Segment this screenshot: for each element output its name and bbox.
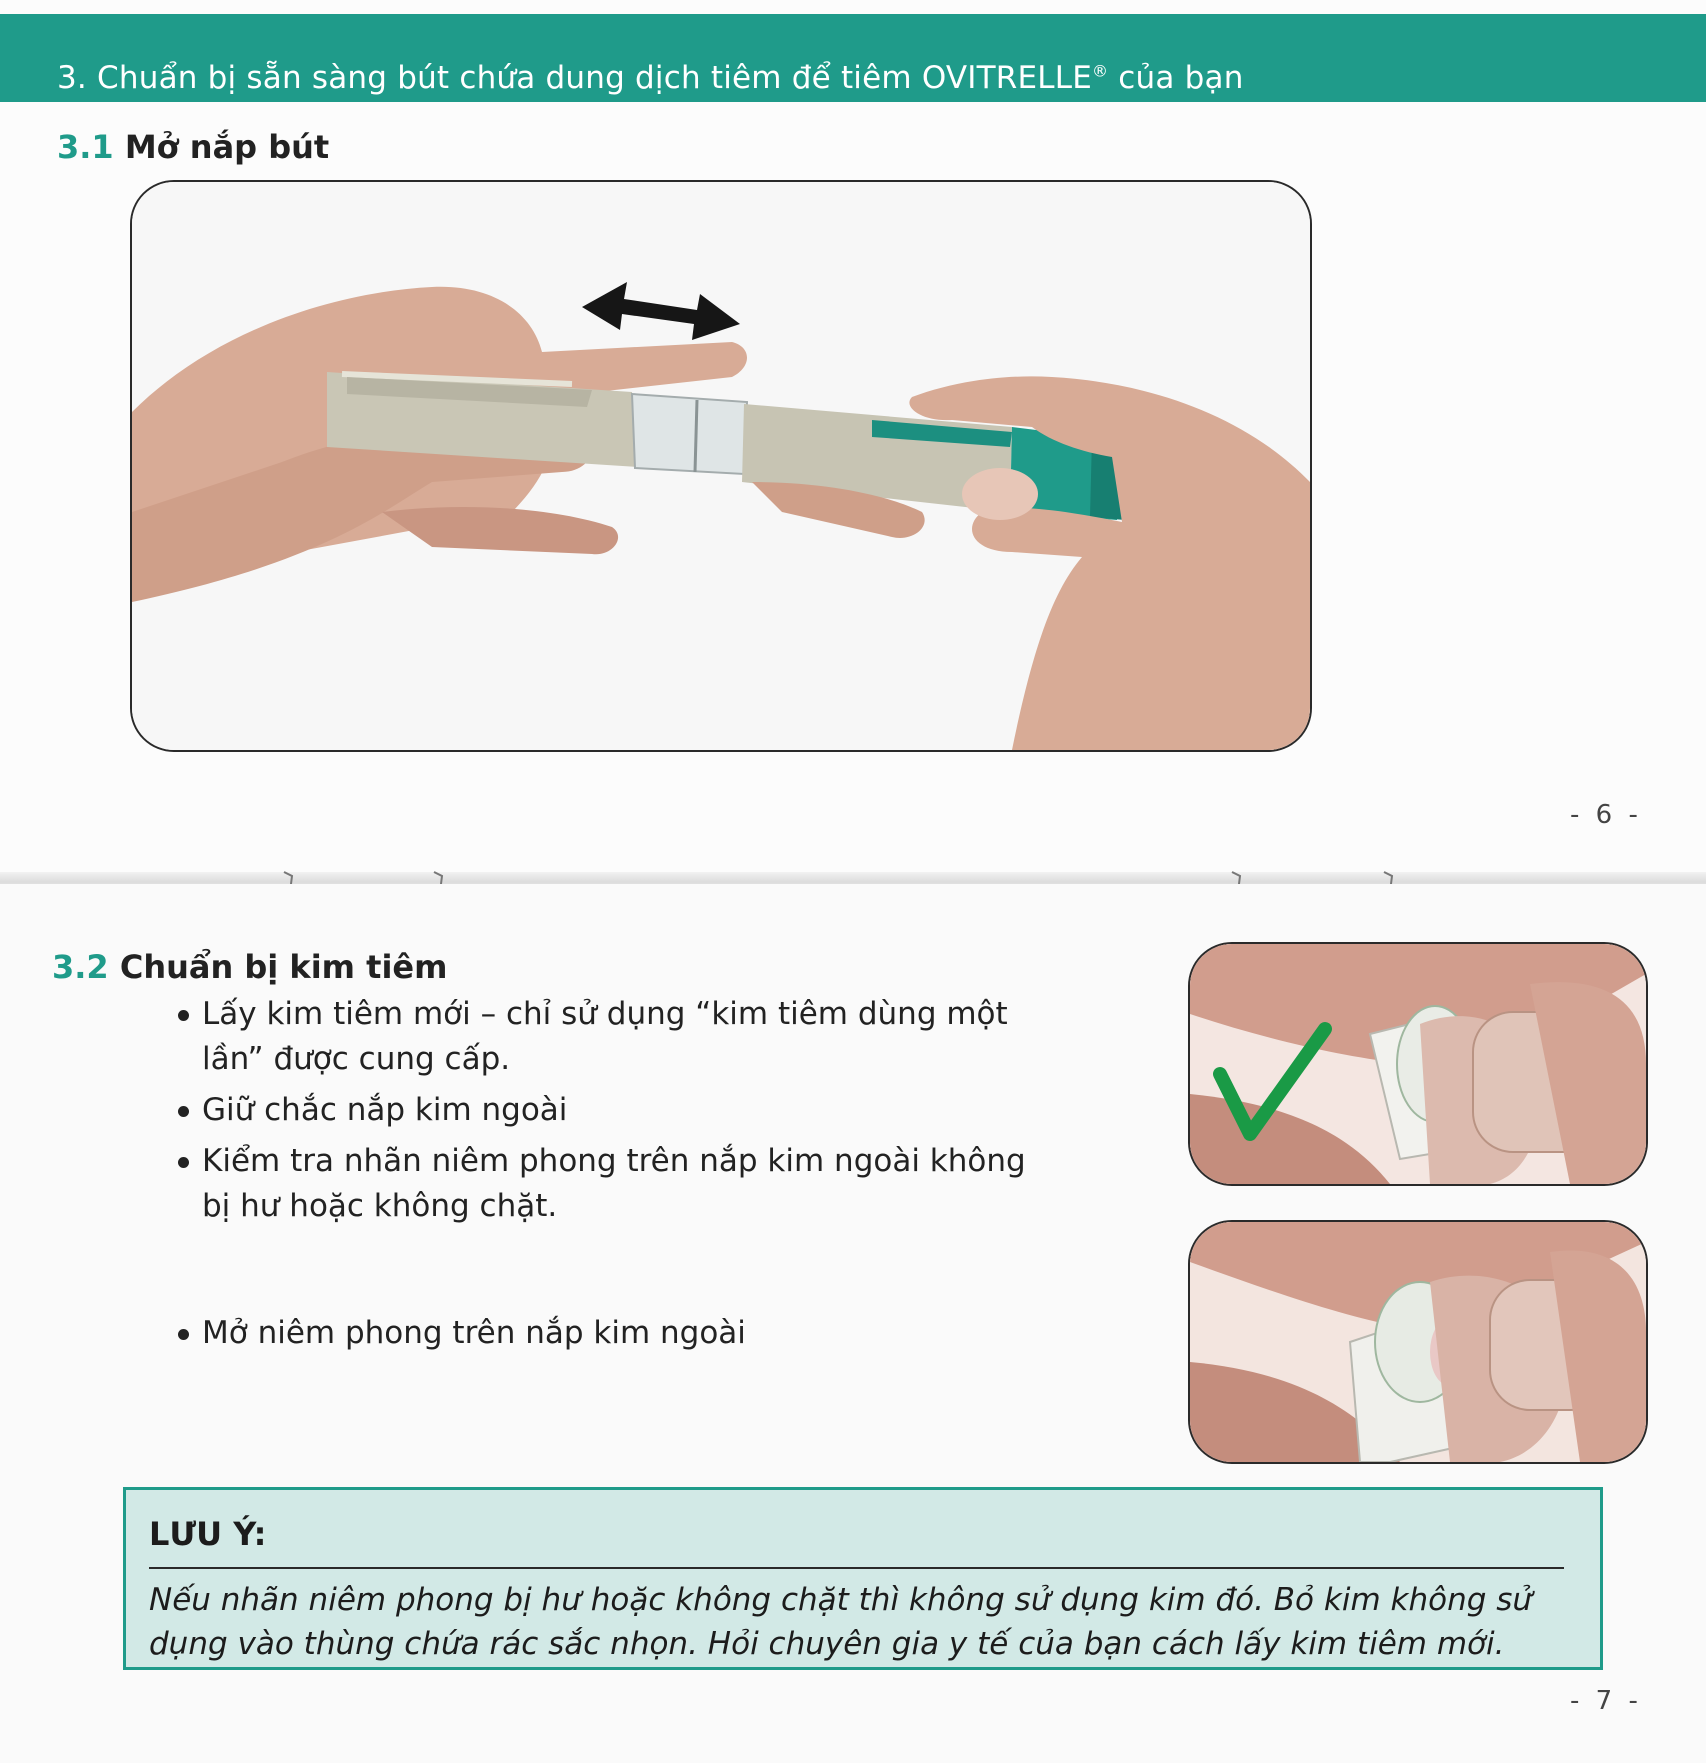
list-item: Mở niêm phong trên nắp kim ngoài <box>172 1311 1052 1356</box>
list-item: Kiểm tra nhãn niêm phong trên nắp kim ngoài không bị hư hoặc không chặt. <box>172 1139 1052 1229</box>
note-box <box>123 1487 1603 1670</box>
instruction-list <box>172 992 1052 1356</box>
section-number: 3.1 <box>57 128 114 166</box>
page-number: - 7 - <box>1570 1686 1642 1716</box>
section-number: 3.2 <box>52 948 109 986</box>
section-title: Mở nắp bút <box>124 128 330 166</box>
note-title: LƯU Ý: <box>149 1515 267 1553</box>
section-3-2-heading <box>52 948 447 986</box>
section-3-1-heading <box>57 128 329 166</box>
open-seal-illustration <box>1188 1220 1648 1464</box>
list-item: Giữ chắc nắp kim ngoài <box>172 1088 1052 1133</box>
section-title: Chuẩn bị kim tiêm <box>119 948 448 986</box>
page-number: - 6 - <box>1570 800 1642 830</box>
page-6 <box>0 0 1706 880</box>
list-item: Lấy kim tiêm mới – chỉ sử dụng “kim tiêm dùng một lần” được cung cấp. <box>172 992 1052 1082</box>
pen-cap-illustration <box>130 180 1312 752</box>
note-body: Nếu nhãn niêm phong bị hư hoặc không chặt thì không sử dụng kim đó. Bỏ kim không sử dụng vào thùng chứa rác sắc nhọn. Hỏi chuyên gia y tế của bạn cách lấy kim tiêm mới. <box>149 1582 1533 1662</box>
page-title: 3. Chuẩn bị sẵn sàng bút chứa dung dịch tiêm để tiêm OVITRELLE® của bạn <box>57 60 1244 96</box>
check-seal-illustration <box>1188 942 1648 1186</box>
note-divider <box>149 1567 1564 1569</box>
